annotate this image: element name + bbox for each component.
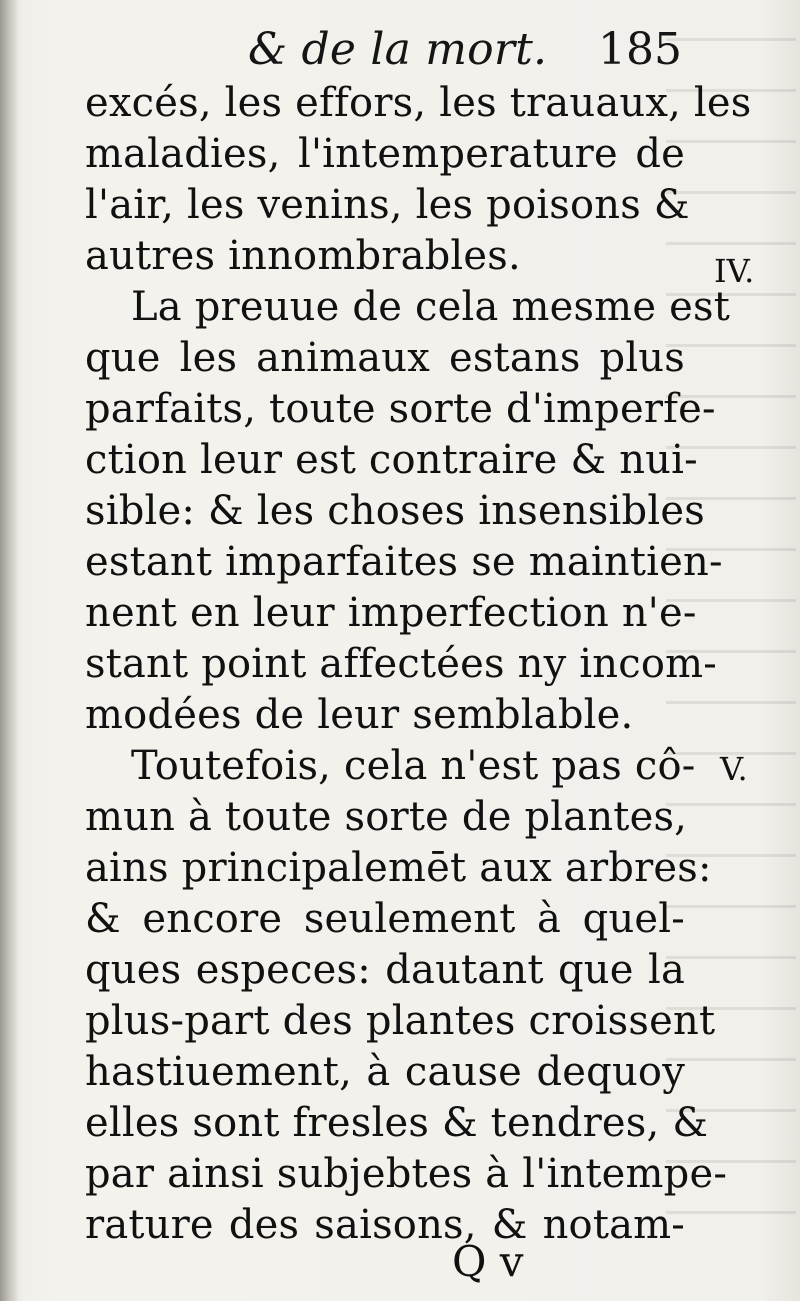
page-gutter-shadow <box>0 0 18 1301</box>
page-header <box>230 18 700 76</box>
text-line: par ainsi subjebtes à l'intempe- <box>85 1151 728 1197</box>
text-line: sible: & les choses insensibles <box>85 488 705 534</box>
text-line: excés, les effors, les trauaux, les <box>85 80 752 126</box>
text-line: estant imparfaites se maintien- <box>85 539 723 585</box>
margin-note-v: V. <box>720 750 748 788</box>
text-line: ains principalemēt aux arbres: <box>85 845 712 891</box>
text-line: modées de leur semblable. <box>85 692 634 738</box>
text-line: nent en leur imperfection n'e- <box>85 590 697 636</box>
text-line: ction leur est contraire & nui- <box>85 437 698 483</box>
text-line: plus-part des plantes croissent <box>85 998 716 1044</box>
running-head: & de la mort. <box>248 24 548 75</box>
signature-mark: Q v <box>452 1237 524 1286</box>
margin-note-iv: IV. <box>714 252 755 290</box>
text-line: elles sont fresles & tendres, & <box>85 1100 709 1146</box>
text-line: hastiuement, à cause dequoy <box>85 1049 685 1095</box>
text-line: que les animaux estans plus <box>85 335 685 381</box>
paragraph-start-line: La preuue de cela mesme est <box>131 284 730 330</box>
text-line: stant point affectées ny incom- <box>85 641 717 687</box>
text-line: & encore seulement à quel- <box>85 896 685 942</box>
text-line: autres innombrables. <box>85 233 521 279</box>
text-line: mun à toute sorte de plantes, <box>85 794 688 840</box>
text-line: ques especes: dautant que la <box>85 947 685 993</box>
text-line: rature des saisons, & notam- <box>85 1202 685 1248</box>
text-line: maladies, l'intemperature de <box>85 131 685 177</box>
text-line: parfaits, toute sorte d'imperfe- <box>85 386 716 432</box>
text-line: l'air, les venins, les poisons & <box>85 182 690 228</box>
margin-notes <box>714 0 800 1301</box>
paragraph-start-line: Toutefois, cela n'est pas cô- <box>131 743 696 789</box>
page-number: 185 <box>598 24 682 75</box>
